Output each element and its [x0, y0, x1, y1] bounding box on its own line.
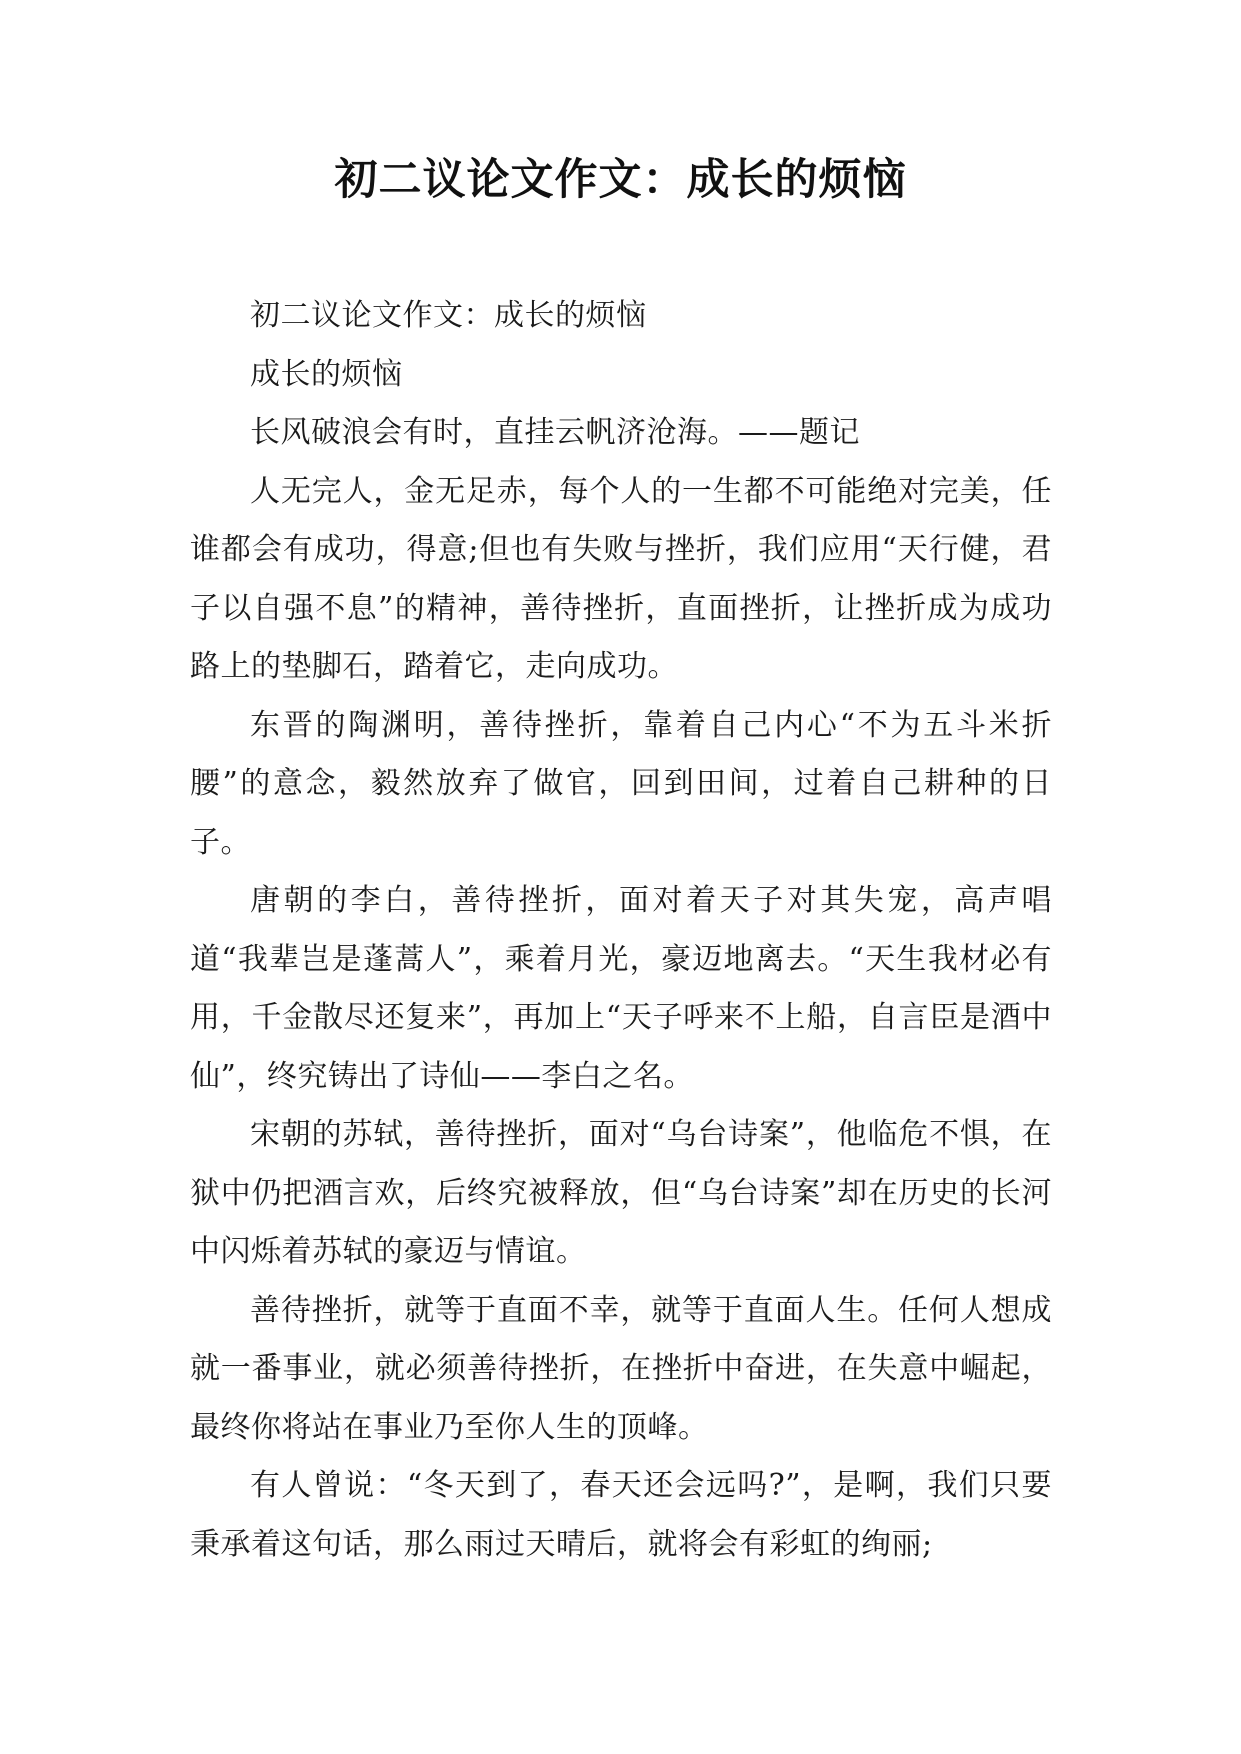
- paragraph: 宋朝的苏轼，善待挫折，面对“乌台诗案”，他临危不惧，在狱中仍把酒言欢，后终究被释放，但“乌台诗案”却在历史的长河中闪烁着苏轼的豪迈与情谊。: [190, 1117, 1052, 1269]
- paragraph: 人无完人，金无足赤，每个人的一生都不可能绝对完美，任谁都会有成功，得意;但也有失败与挫折，我们应用“天行健，君子以自强不息”的精神，善待挫折，直面挫折，让挫折成为成功路上的垫脚石，踏着它，走向成功。: [190, 473, 1052, 684]
- paragraph: 长风破浪会有时，直挂云帆济沧海。——题记: [250, 415, 860, 450]
- paragraph: 有人曾说：“冬天到了，春天还会远吗?”，是啊，我们只要秉承着这句话，那么雨过天晴后，就将会有彩虹的绚丽;: [190, 1468, 1052, 1562]
- document-title: 初二议论文作文：成长的烦恼: [334, 155, 907, 205]
- document-body: [190, 287, 1052, 1574]
- paragraph: 唐朝的李白，善待挫折，面对着天子对其失宠，高声唱道“我辈岂是蓬蒿人”，乘着月光，豪迈地离去。“天生我材必有用，千金散尽还复来”，再加上“天子呼来不上船，自言臣是酒中仙”，终究铸出了诗仙——李白之名。: [190, 883, 1052, 1094]
- paragraph: 东晋的陶渊明，善待挫折，靠着自己内心“不为五斗米折腰”的意念，毅然放弃了做官，回到田间，过着自己耕种的日子。: [190, 707, 1052, 860]
- paragraph: 成长的烦恼: [250, 356, 403, 392]
- paragraph: 初二议论文作文：成长的烦恼: [250, 298, 647, 333]
- paragraph: 善待挫折，就等于直面不幸，就等于直面人生。任何人想成就一番事业，就必须善待挫折，在挫折中奋进，在失意中崛起，最终你将站在事业乃至你人生的顶峰。: [190, 1292, 1052, 1445]
